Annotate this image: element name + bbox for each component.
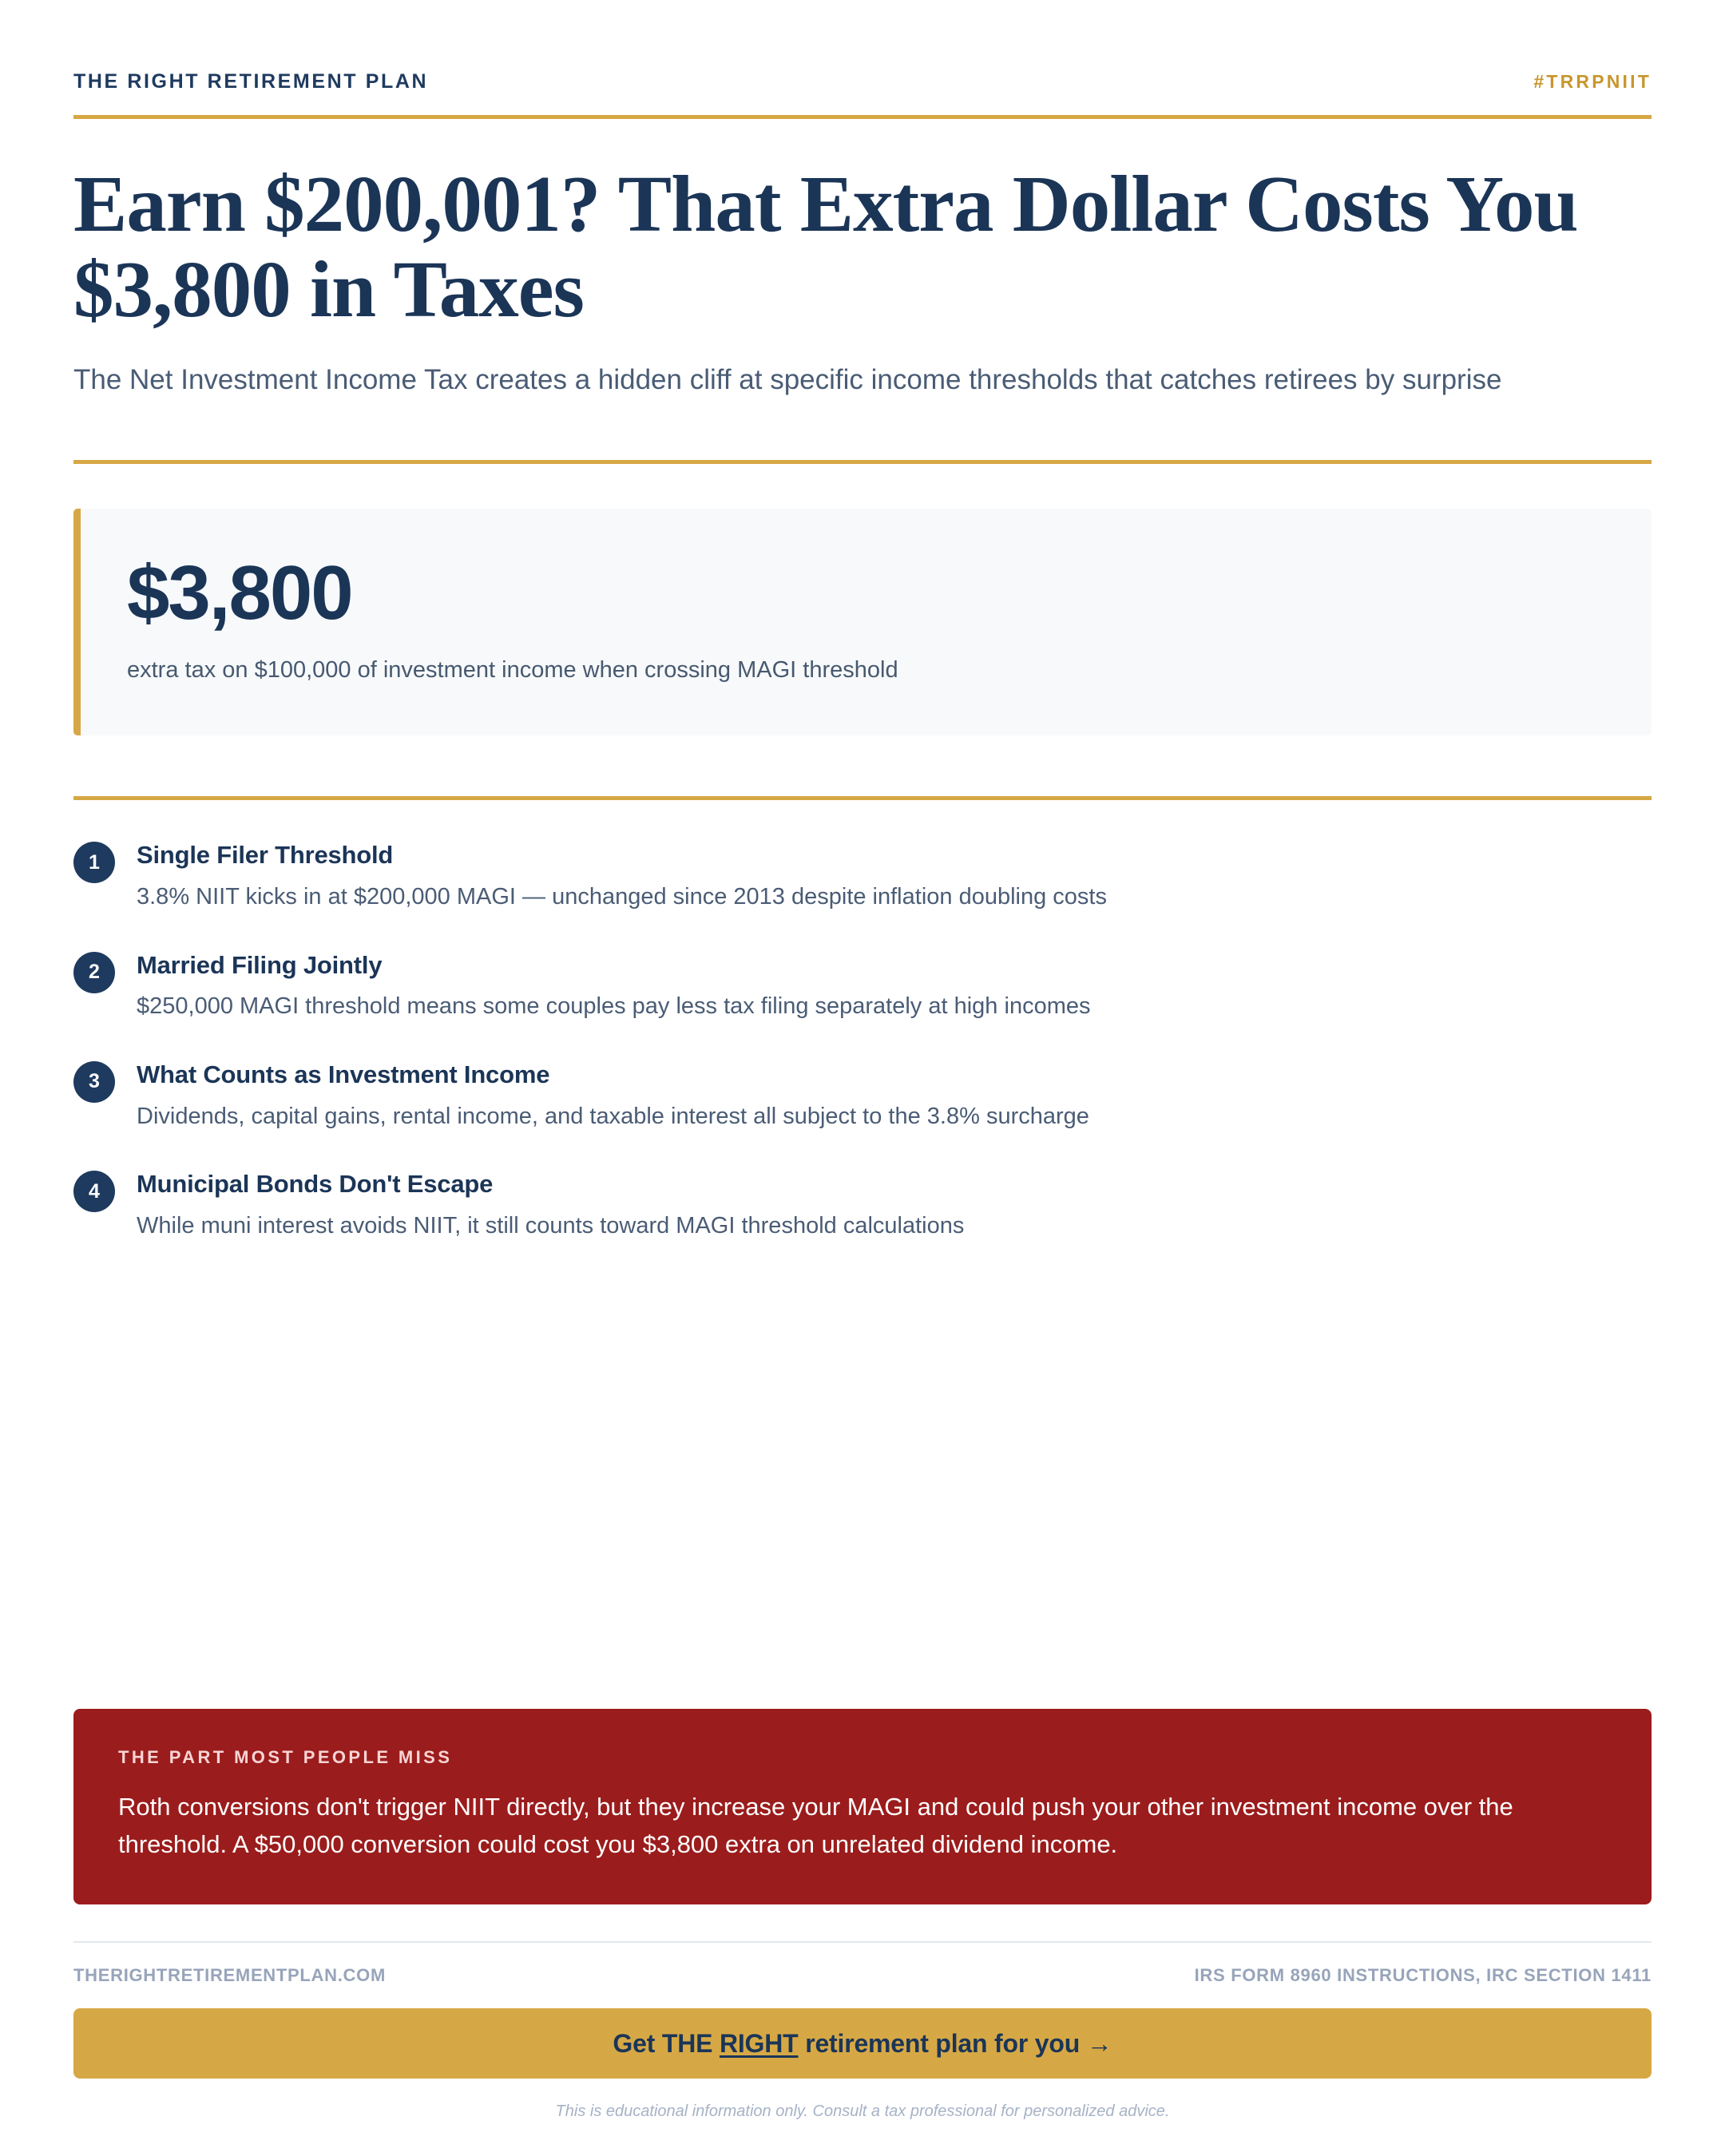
point-body [137, 1058, 1089, 1132]
point-description: $250,000 MAGI threshold means some couples pay less tax filing separately at high incomes [137, 993, 1091, 1020]
cta-emphasis: RIGHT [719, 2028, 799, 2058]
divider-below-stat-wrap [73, 796, 1652, 800]
footer-meta [73, 1965, 1652, 1986]
point-description: While muni interest avoids NIIT, it still counts toward MAGI threshold calculations [137, 1212, 965, 1239]
hashtag-label: #TRRPNIIT [1533, 71, 1652, 92]
list-item [73, 838, 1652, 913]
page-title: Earn $200,001? That Extra Dollar Costs You $3,800 in Taxes [73, 159, 1578, 335]
stat-value: $3,800 [127, 549, 352, 636]
page-subtitle: The Net Investment Income Tax creates a hidden cliff at specific income thresholds that catches retirees by surprise [73, 364, 1502, 396]
divider-below-stat [73, 796, 1652, 800]
divider-above-stat-wrap [73, 460, 1652, 464]
header-divider [73, 115, 1652, 119]
point-title: Municipal Bonds Don't Escape [137, 1170, 494, 1199]
alert-kicker: THE PART MOST PEOPLE MISS [118, 1746, 453, 1767]
alert-body: Roth conversions don't trigger NIIT directly, but they increase your MAGI and could push your other investment income over the threshold. A $50,000 conversion could cost you $3,800 extra on unrelated dividend income. [118, 1792, 1513, 1858]
alert-callout [73, 1709, 1652, 1904]
point-body [137, 949, 1090, 1023]
point-description: 3.8% NIIT kicks in at $200,000 MAGI — unchanged since 2013 despite inflation doubling costs [137, 883, 1107, 910]
cta-suffix: retirement plan for you → [798, 2028, 1112, 2058]
point-number-badge: 2 [73, 952, 115, 993]
brand-name: THE RIGHT RETIREMENT PLAN [73, 70, 429, 93]
point-body [137, 838, 1107, 913]
cta-label [613, 2029, 1112, 2059]
divider-above-stat [73, 460, 1652, 464]
list-item [73, 1167, 1652, 1242]
footer-website: THERIGHTRETIREMENTPLAN.COM [73, 1965, 386, 1985]
masthead [73, 0, 1652, 93]
layout-spacer [73, 1242, 1652, 1709]
stat-callout [73, 509, 1652, 736]
point-body [137, 1167, 964, 1242]
stat-label: extra tax on $100,000 of investment income when crossing MAGI threshold [127, 656, 898, 683]
footer-divider [73, 1941, 1652, 1943]
footer-source: IRS FORM 8960 INSTRUCTIONS, IRC SECTION 1411 [1194, 1965, 1652, 1985]
point-number-badge: 4 [73, 1171, 115, 1212]
point-description: Dividends, capital gains, rental income, and taxable interest all subject to the 3.8% surcharge [137, 1103, 1089, 1129]
footer-disclaimer: This is educational information only. Consult a tax professional for personalized advice. [555, 2102, 1170, 2120]
point-number-badge: 3 [73, 1061, 115, 1103]
list-item [73, 1058, 1652, 1132]
point-title: What Counts as Investment Income [137, 1060, 550, 1088]
point-number-badge: 1 [73, 842, 115, 883]
key-points-list [73, 838, 1652, 1242]
point-title: Married Filing Jointly [137, 950, 383, 979]
point-title: Single Filer Threshold [137, 841, 394, 870]
list-item [73, 949, 1652, 1023]
cta-button[interactable] [73, 2008, 1652, 2079]
cta-prefix: Get THE [613, 2028, 720, 2058]
